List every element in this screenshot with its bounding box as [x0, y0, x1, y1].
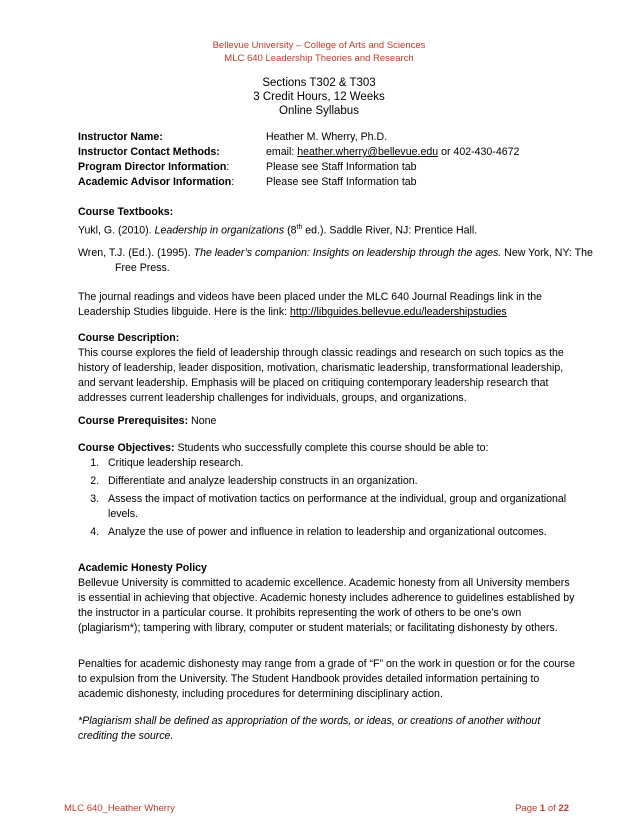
info-row-instructor — [78, 130, 578, 145]
phone-text: or 402-430-4672 — [438, 146, 520, 158]
info-label: Instructor Contact Methods: — [78, 146, 220, 158]
book-title: The leader’s companion: Insights on leadership through the ages. — [193, 247, 502, 259]
instructor-info — [78, 130, 578, 190]
objectives-heading: Course Objectives: — [78, 442, 175, 454]
book-title: Leadership in organizations — [154, 224, 285, 237]
honesty-paragraph-1: Bellevue University is committed to academic excellence. Academic honesty from all University members is essential in achieving that objective. Academic honesty includes adherence to guidelines established by the instructor in a particular course. It prohibits representing the work of others to be one’s own (plagiarism*); tampering with library, computer or student materials; or facilitating dishonesty by others. — [78, 577, 575, 634]
textbook-1 — [78, 220, 578, 239]
document-header — [64, 39, 574, 65]
prereq-value: None — [188, 415, 217, 427]
info-row-academic-advisor — [78, 175, 578, 190]
book-publisher: New York, NY: The Free Press. — [115, 247, 593, 274]
footer-page-number — [515, 803, 569, 814]
textbooks-heading: Course Textbooks: — [78, 206, 174, 218]
total-pages: 22 — [558, 803, 569, 814]
objective-item: 1. Critique leadership research. — [102, 456, 578, 471]
credit-hours-line: 3 Credit Hours, 12 Weeks — [253, 91, 385, 103]
honesty-section — [78, 561, 578, 636]
header-course: MLC 640 Leadership Theories and Research — [224, 53, 414, 64]
syllabus-type-line: Online Syllabus — [279, 105, 359, 117]
textbooks-section — [78, 205, 578, 239]
objectives-list — [78, 456, 578, 540]
email-link[interactable]: heather.wherry@bellevue.edu — [297, 146, 439, 158]
description-text: This course explores the field of leadership through classic readings and research on such topics as the history of leadership, leader disposition, motivation, charismatic leadership, transformational leadership, and servant leadership. Emphasis will be placed on critiquing contemporary leadership research that addresses current leadership challenges for individuals, groups, and organizations. — [78, 347, 564, 404]
info-label-colon: : — [231, 176, 235, 188]
sections-line: Sections T302 & T303 — [262, 77, 376, 89]
prerequisites-section — [78, 414, 578, 429]
honesty-heading: Academic Honesty Policy — [78, 562, 207, 574]
objective-item: 3. Assess the impact of motivation tactics on performance at the individual, group and organizational levels. — [102, 492, 578, 522]
objective-item: 2. Differentiate and analyze leadership constructs in an organization. — [102, 474, 578, 489]
page-label: Page — [515, 803, 540, 814]
info-value: Please see Staff Information tab — [266, 176, 417, 188]
info-row-program-director — [78, 160, 578, 175]
honesty-paragraph-2: Penalties for academic dishonesty may range from a grade of “F” on the work in question or for the course to expulsion from the University. The Student Handbook provides detailed information pertaining to academic dishonesty, including procedures for determining disciplinary action. — [78, 658, 575, 700]
readings-paragraph — [78, 290, 578, 320]
libguide-link[interactable]: http://libguides.bellevue.edu/leadershipstudies — [290, 306, 507, 318]
page-footer — [64, 803, 569, 814]
description-section — [78, 331, 578, 406]
book-author: Wren, T.J. (Ed.). (1995). — [78, 247, 194, 259]
book-edition: (8 — [284, 224, 297, 237]
objective-item: 4. Analyze the use of power and influence in relation to leadership and organizational outcomes. — [102, 525, 578, 540]
objectives-intro: Students who successfully complete this course should be able to: — [174, 442, 489, 454]
info-value: Please see Staff Information tab — [266, 161, 417, 173]
info-label-text: Academic Advisor Information — [78, 176, 232, 188]
info-label-text: Program Director Information — [78, 161, 227, 173]
info-label-colon: : — [226, 161, 230, 173]
info-label — [78, 160, 266, 175]
info-label: Instructor Name: — [78, 131, 163, 143]
book-edition-sup: th — [296, 224, 303, 231]
book-publisher: ed.). Saddle River, NJ: Prentice Hall. — [302, 224, 478, 237]
objectives-section — [78, 441, 578, 543]
info-value — [266, 145, 578, 160]
book-author: Yukl, G. (2010). — [78, 224, 155, 237]
email-prefix: email: — [266, 146, 298, 158]
page-of: of — [545, 803, 559, 814]
textbook-2 — [78, 246, 615, 276]
info-label — [78, 175, 266, 190]
prereq-heading: Course Prerequisites: — [78, 415, 189, 427]
footer-author: MLC 640_Heather Wherry — [64, 803, 175, 814]
description-heading: Course Description: — [78, 332, 180, 344]
info-value: Heather M. Wherry, Ph.D. — [266, 131, 388, 143]
plagiarism-note: *Plagiarism shall be defined as appropriation of the words, or ideas, or creations of another without crediting the source. — [78, 715, 541, 742]
header-university: Bellevue University – College of Arts and Sciences — [212, 40, 426, 51]
sections-block — [64, 76, 574, 118]
info-row-contact — [78, 145, 578, 160]
current-page: 1 — [539, 803, 546, 814]
readings-text: The journal readings and videos have been placed under the MLC 640 Journal Readings link in the Leadership Studies libguide. Here is the link: — [78, 291, 543, 318]
